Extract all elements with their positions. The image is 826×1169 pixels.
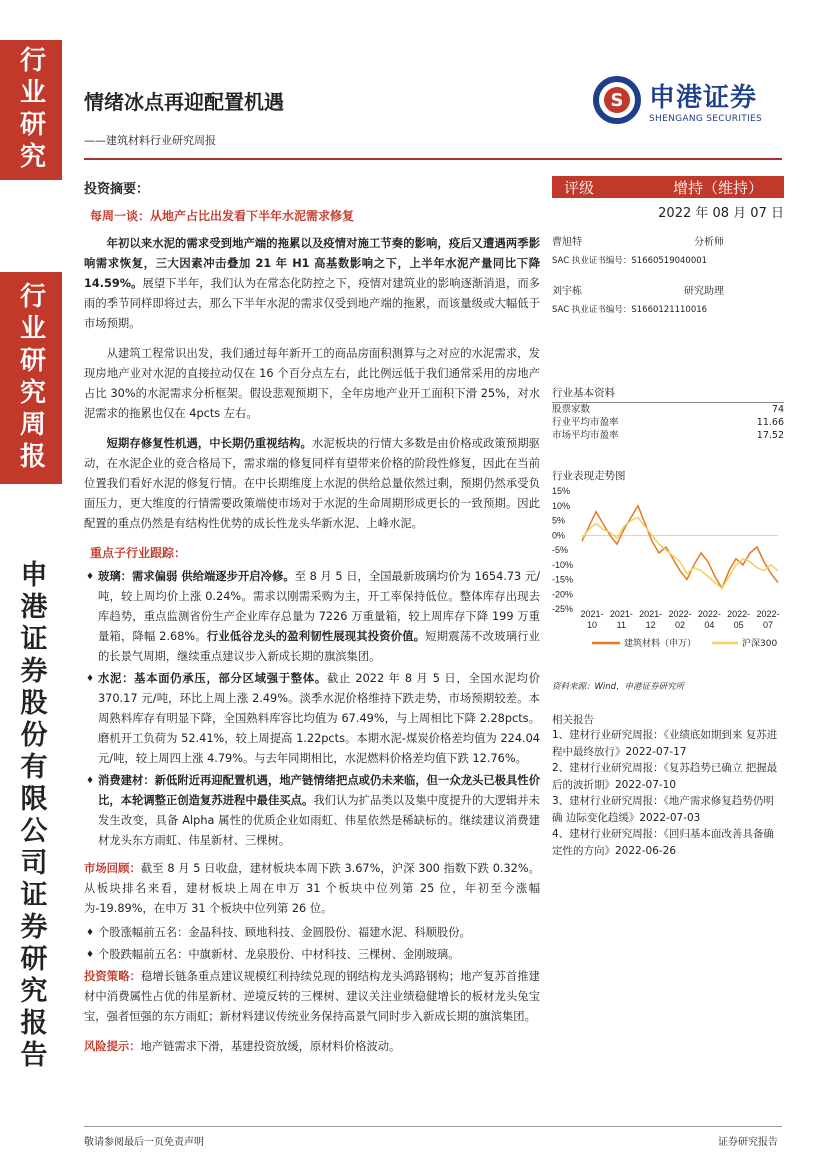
related-list [552, 727, 784, 859]
footer-label: 证券研究报告 [718, 1137, 778, 1148]
basic-info-value: 17.52 [756, 430, 784, 441]
market-text: 截至 8 月 5 日收盘，建材板块本周下跌 3.67%，沪深 300 指数下跌 0.32%。从板块排名来看，建材板块上周在申万 31 个板块中位列第 25 位，年初至今涨幅为-19.89%，在申万 31 个板块中位列第 26 位。 [84, 862, 540, 915]
market-bold: 市场回顾： [84, 862, 141, 875]
related-report-item[interactable]: 4、建材行业研究周报：《回归基本面改善具备确定性的方向》2022-06-26 [552, 828, 774, 857]
cement-bullet [84, 669, 540, 769]
logo-en-text: SHENGANG SECURITIES [649, 113, 763, 124]
chart-heading: 行业表现走势图 [552, 470, 626, 482]
analyst-2 [552, 282, 784, 315]
p3-rest: 水泥板块的行情大多数是由价格或政策预期驱动，在水泥企业的竞合格局下，需求端的修复同样有望带来价格的阶段性修复，因此在当前位置我们看好水泥的修复行情。在中长期维度上水泥的供给总量依然过剩，预期仍然承受负面压力，更大维度的行情需要政策端使市场对于水泥的生命周期形成更长的一致预期。因此配置的重点仍然是有结构性优势的成长性龙头华新水泥、上峰水泥。 [84, 437, 540, 530]
rating-label: 评级 [564, 178, 595, 197]
p3-bold: 短期存修复性机遇，中长期仍重视结构。 [106, 437, 312, 450]
y-tick-label: -25% [552, 604, 574, 614]
glass-bullet [84, 567, 540, 667]
analyst-2-cert: SAC 执业证书编号：S1660121110016 [552, 305, 708, 315]
basic-info-label: 股票家数 [552, 404, 591, 415]
rating-value: 增持（维持） [672, 178, 763, 197]
risk-bold: 风险提示： [84, 1040, 141, 1053]
sidebar [0, 0, 62, 1169]
basic-info-row [552, 416, 784, 429]
y-tick-label: 5% [552, 515, 566, 526]
glass-rest-2: 短期震荡不改玻璃行业的长景气周期，继续重点建议步入新成长期的旗滨集团。 [98, 630, 540, 663]
strategy-text: 稳增长链条重点建议规模红利持续兑现的钢结构龙头鸿路钢构；地产复苏首推建材中消费属性占优的伟星新材、逆境反转的三棵树、建议关注业绩稳健增长的板材龙头兔宝宝，强者恒强的东方雨虹；新材料建议传统业务保持高景气同时步入新成长期的旗滨集团。 [84, 970, 540, 1023]
risk-text: 地产链需求下滑，基建投资放缓，原材料价格波动。 [140, 1040, 401, 1053]
risk [84, 1037, 540, 1057]
page-subtitle: ——建筑材料行业研究周报 [84, 134, 216, 147]
related-report-item[interactable]: 1、建材行业研究周报：《业绩底如期到来 复苏进程中最终放行》2022-07-17 [552, 729, 778, 758]
basic-info-table [552, 403, 784, 442]
sidebar-top-label: 行业研究 [15, 46, 46, 174]
y-tick-label: 0% [552, 530, 566, 541]
y-tick-label: -10% [552, 559, 574, 570]
glass-bold: 玻璃：需求偏弱 供给端逐步开启冷修。 [98, 570, 295, 583]
analyst-2-name: 刘宇栋 [552, 286, 582, 297]
analyst-1-cert: SAC 执业证书编号：S1660519040001 [552, 256, 708, 266]
p1-rest: 展望下半年，我们认为在常态化防控之下，疫情对建筑业的影响逐渐消退，而多雨的季节同样即将过去，那么下半年水泥的需求仅受到地产端的拖累，而该量级或大幅低于市场预期。 [84, 277, 540, 330]
x-tick-label: 05 [733, 620, 744, 630]
chart-source: 资料来源：Wind，申港证券研究所 [552, 682, 685, 692]
report-date: 2022 年 08 月 07 日 [658, 206, 784, 221]
consumer-bold: 消费建材：新低附近再迎配置机遇，地产链情绪把点或仍未来临，但一众龙头已极具性价比，本轮调整正创造复苏进程中最佳买点。 [98, 774, 540, 807]
sidebar-top-label-box [0, 40, 62, 180]
sidebar-mid-label-box [0, 272, 62, 484]
x-tick-label: 2021- [639, 609, 663, 619]
logo-mark: S [604, 87, 630, 113]
performance-chart [552, 483, 784, 673]
sidebar-mid-label: 行业研究周报 [15, 282, 46, 474]
x-tick-label: 2021- [609, 609, 633, 619]
analyst-2-title: 研究助理 [684, 286, 724, 297]
glass-bold-2: 行业低谷龙头的盈利韧性展现其投资价值。 [206, 630, 426, 643]
cement-rest: 截止 2022 年 8 月 5 日，全国水泥均价 370.17 元/吨，环比上周上涨 2.49%。淡季水泥价格维持下跌走势，市场预期较差。本周熟料库存有明显下降，全国熟料库容比均值为 67.49%，与上周相比下降 2.28pcts。磨机开工负荷为 52.41%，较上周提高 1.22pcts。本期水泥-煤炭价格差均值为 224.04 元/吨，较上周四上涨 4.79%。与去年同期相比，水泥燃料价格差均值下跌 12.76%。 [98, 672, 540, 765]
company-logo [593, 76, 762, 124]
analyst-1 [552, 233, 784, 266]
strategy-bold: 投资策略： [84, 970, 142, 983]
sidebar-bottom-label-box [0, 505, 62, 1169]
summary-paragraph-2: 从建筑工程常识出发，我们通过每年新开工的商品房面积测算与之对应的水泥需求，发现房地产业对水泥的直接拉动仅在 16 个百分点左右，此比例远低于我们通常采用的房地产占比 30%的水泥需求分析框架。假设悲观预期下，全年房地产业开工面积下滑 25%，对水泥需求的拖累也仅在 4pcts 左右。 [84, 347, 540, 420]
basic-info-value: 74 [771, 404, 784, 415]
market-review [84, 859, 540, 919]
logo-icon [593, 76, 641, 124]
page-title: 情绪冰点再迎配置机遇 [84, 90, 284, 114]
top5-bullet: ♦ 个股涨幅前五名：金晶科技、顾地科技、金圆股份、福建水泥、科顺股份。 [84, 923, 540, 943]
x-tick-label: 07 [762, 620, 774, 630]
logo-cn-text: 申港证券 [649, 82, 758, 113]
series-line [582, 506, 778, 589]
glass-rest: 至 8 月 5 日，全国最新玻璃均价为 1654.73 元/吨，较上周均价上涨 0.24%。需求以刚需采购为主，开工率保持低位。整体库存出现去库趋势，重点监测省份生产企业库存总量为 7226 万重量箱，较上周库存下降 199 万重量箱，降幅 2.68%。 [98, 570, 540, 643]
y-tick-label: -15% [552, 574, 574, 585]
basic-info-value: 11.66 [756, 417, 784, 428]
x-tick-label: 2022- [756, 609, 780, 619]
legend-label: 沪深300 [742, 639, 778, 649]
side-column [552, 176, 784, 859]
footer-disclaimer: 敬请参阅最后一页免责声明 [84, 1137, 204, 1148]
rating-bar [552, 176, 784, 198]
strategy [84, 967, 540, 1027]
analyst-1-name: 曹旭特 [552, 237, 582, 248]
related-report-item[interactable]: 2、建材行业研究周报：《复苏趋势已确立 把握最后的波折期》2022-07-10 [552, 762, 778, 791]
cement-bold: 水泥：基本面仍承压，部分区域强于整体。 [98, 672, 327, 685]
footer-divider [84, 1126, 782, 1127]
legend-label: 建筑材料（申万） [624, 639, 697, 649]
related-heading: 相关报告 [552, 714, 594, 726]
x-tick-label: 2022- [727, 609, 751, 619]
bottom5-bullet: ♦ 个股跌幅前五名：中旗新材、龙泉股份、中材科技、三棵树、金刚玻璃。 [84, 945, 540, 965]
x-tick-label: 12 [645, 620, 656, 630]
x-tick-label: 02 [674, 620, 686, 630]
summary-paragraph-3 [84, 434, 540, 534]
y-tick-label: 10% [552, 500, 571, 511]
weekly-heading: 每周一谈：从地产占比出发看下半年水泥需求修复 [90, 209, 355, 223]
series-line [582, 518, 778, 589]
related-report-item[interactable]: 3、建材行业研究周报：《地产需求修复趋势仍明确 边际变化趋缓》2022-07-03 [552, 795, 774, 824]
header-divider [84, 158, 782, 160]
y-tick-label: -5% [552, 545, 569, 555]
analyst-1-title: 分析师 [694, 237, 724, 248]
x-tick-label: 10 [586, 620, 598, 630]
basic-info-row [552, 403, 784, 416]
basic-info-heading: 行业基本资料 [552, 385, 784, 403]
basic-info-label: 市场平均市盈率 [552, 430, 619, 441]
x-tick-label: 2022- [668, 609, 692, 619]
x-tick-label: 11 [616, 620, 627, 630]
tracking-heading: 重点子行业跟踪： [90, 546, 187, 560]
summary-paragraph-1 [84, 234, 540, 334]
x-tick-label: 2022- [697, 609, 721, 619]
x-tick-label: 2021- [580, 609, 604, 619]
basic-info-label: 行业平均市盈率 [552, 417, 619, 428]
basic-info-row [552, 429, 784, 442]
x-tick-label: 04 [704, 620, 715, 630]
consumer-rest: 我们认为扩品类以及集中度提升的大逻辑并未发生改变，具备 Alpha 属性的优质企业如雨虹、伟星依然是稀缺标的。继续建议消费建材龙头东方雨虹、伟星新材、三棵树。 [98, 794, 540, 847]
summary-heading: 投资摘要： [84, 182, 150, 197]
y-tick-label: 15% [552, 486, 571, 496]
main-column [84, 178, 540, 1067]
y-tick-label: -20% [552, 589, 574, 600]
sidebar-bottom-label: 申港证券股份有限公司证券研究报告 [15, 560, 47, 1072]
p1-bold: 年初以来水泥的需求受到地产端的拖累以及疫情对施工节奏的影响，疫后又遭遇两季影响需求恢复，三大因素冲击叠加 21 年 H1 高基数影响之下，上半年水泥产量同比下降 14.59%。 [84, 237, 540, 290]
consumer-bullet [84, 771, 540, 851]
